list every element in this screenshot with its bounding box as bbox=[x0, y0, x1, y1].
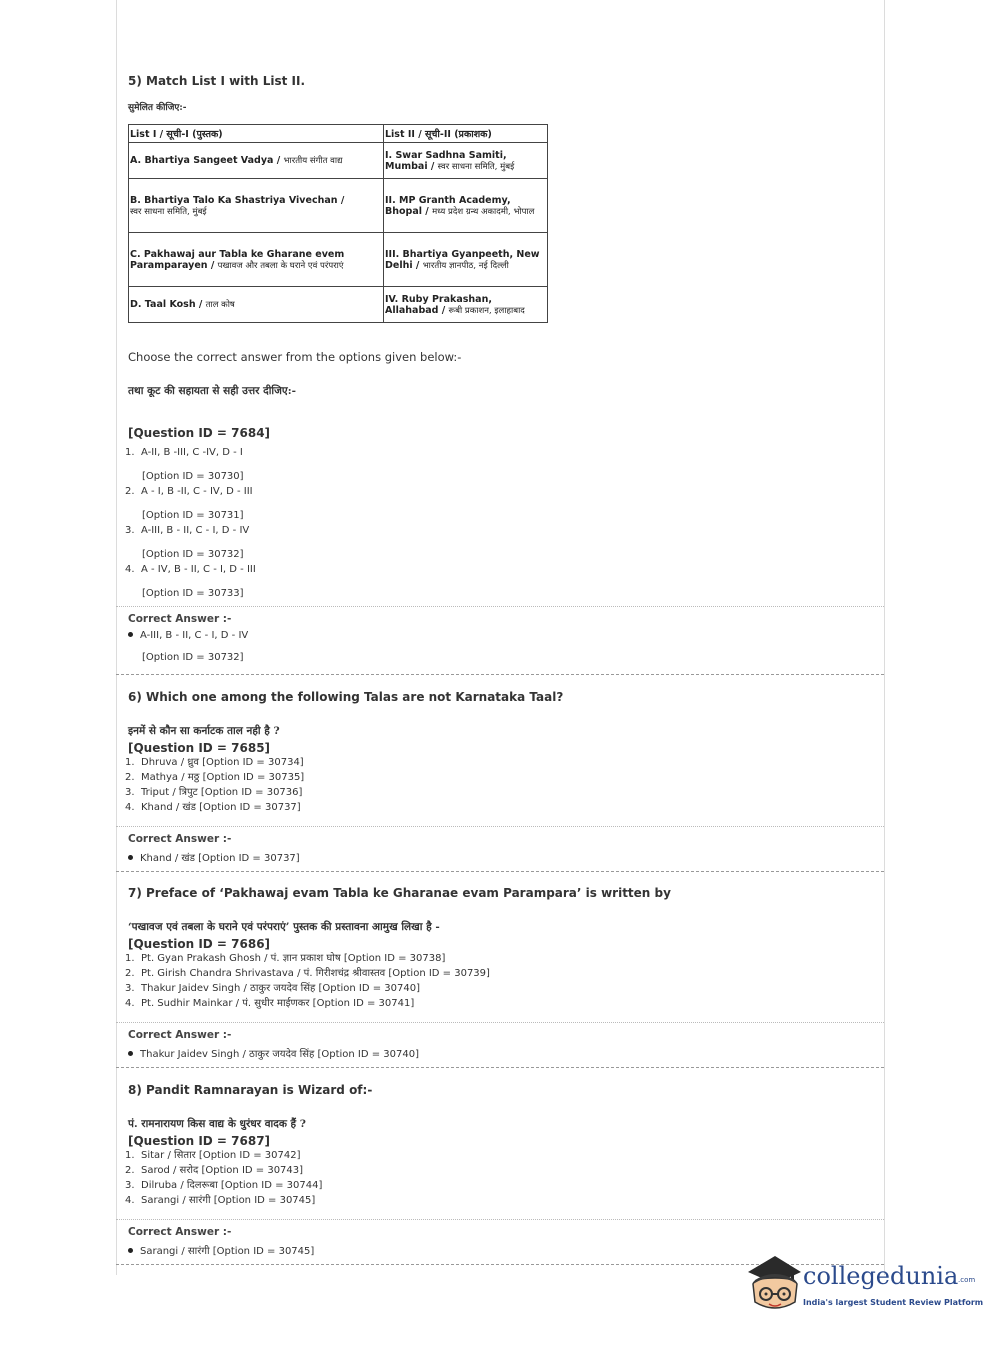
correct-answer: Thakur Jaidev Singh / ठाकुर जयदेव सिंह [Option ID = 30740] bbox=[128, 1046, 868, 1060]
table-row bbox=[129, 143, 548, 179]
option-item: 2. Pt. Girish Chandra Shrivastava / पं. गिरीशचंद्र श्रीवास्तव [Option ID = 30739] bbox=[125, 968, 490, 979]
option-item: 1. Pt. Gyan Prakash Ghosh / पं. ज्ञान प्रकाश घोष [Option ID = 30738] bbox=[125, 953, 446, 964]
table-cell-left: C. Pakhawaj aur Tabla ke Gharane evem Paramparayen / पखावज और तबला के घराने एवं परंपराएं bbox=[129, 233, 384, 287]
option-id: [Option ID = 30731] bbox=[142, 510, 244, 521]
bullet-icon bbox=[128, 1248, 133, 1253]
option-item: 3. A-III, B - II, C - I, D - IV bbox=[125, 525, 250, 536]
correct-answer-label: Correct Answer :- bbox=[128, 1226, 232, 1238]
brand-tagline: India's largest Student Review Platform bbox=[803, 1298, 984, 1307]
bullet-icon bbox=[128, 1051, 133, 1056]
table-row bbox=[129, 233, 548, 287]
table-cell-right: II. MP Granth Academy, Bhopal / मध्य प्रदेश ग्रन्थ अकादमी, भोपाल bbox=[384, 179, 548, 233]
option-item: 1. Sitar / सितार [Option ID = 30742] bbox=[125, 1150, 301, 1161]
divider bbox=[116, 1219, 884, 1220]
correct-answer-label: Correct Answer :- bbox=[128, 1029, 232, 1041]
table-row bbox=[129, 179, 548, 233]
divider bbox=[116, 606, 884, 607]
choose-instruction-hindi: तथा कूट की सहायता से सही उत्तर दीजिए:- bbox=[128, 385, 296, 397]
divider bbox=[116, 1022, 884, 1023]
question-id: [Question ID = 7685] bbox=[128, 741, 271, 755]
correct-answer-label: Correct Answer :- bbox=[128, 613, 232, 625]
question-id: [Question ID = 7684] bbox=[128, 426, 271, 440]
question-title: 7) Preface of ‘Pakhawaj evam Tabla ke Gharanae evam Parampara’ is written by bbox=[128, 886, 671, 900]
question-6 bbox=[125, 690, 868, 815]
option-item: 1. Dhruva / ध्रुव [Option ID = 30734] bbox=[125, 757, 304, 768]
correct-answer-label: Correct Answer :- bbox=[128, 833, 232, 845]
option-item: 4. Pt. Sudhir Mainkar / पं. सुधीर माईणकर [Option ID = 30741] bbox=[125, 998, 415, 1009]
question-title: 8) Pandit Ramnarayan is Wizard of:- bbox=[128, 1083, 373, 1097]
left-margin-line bbox=[116, 0, 117, 1275]
question-8 bbox=[125, 1083, 868, 1208]
table-cell-left: A. Bhartiya Sangeet Vadya / भारतीय संगीत वाद्य bbox=[129, 143, 384, 179]
choose-instruction: Choose the correct answer from the options given below:- bbox=[128, 350, 462, 364]
option-id: [Option ID = 30733] bbox=[142, 588, 244, 599]
correct-answer: A-III, B - II, C - I, D - IV bbox=[128, 630, 868, 641]
question-hindi: इनमें से कौन सा कर्नाटक ताल नही है ? bbox=[128, 725, 280, 737]
bullet-icon bbox=[128, 855, 133, 860]
table-cell-left: B. Bhartiya Talo Ka Shastriya Vivechan / स्वर साधना समिति, मुंबई bbox=[129, 179, 384, 233]
option-item: 4. A - IV, B - II, C - I, D - III bbox=[125, 564, 256, 575]
option-item: 2. Sarod / सरोद [Option ID = 30743] bbox=[125, 1165, 304, 1176]
table-cell-right: III. Bhartiya Gyanpeeth, New Delhi / भारतीय ज्ञानपीठ, नई दिल्ली bbox=[384, 233, 548, 287]
brand-domain: .com bbox=[958, 1276, 976, 1284]
section-divider bbox=[116, 871, 884, 872]
brand-name: collegedunia bbox=[803, 1262, 959, 1290]
option-item: 4. Khand / खंड [Option ID = 30737] bbox=[125, 802, 301, 813]
correct-answer: Khand / खंड [Option ID = 30737] bbox=[128, 850, 868, 864]
question-hindi: पं. रामनारायण किस वाद्य के धुरंधर वादक हैं ? bbox=[128, 1118, 306, 1130]
table-header-right: List II / सूची-II (प्रकाशक) bbox=[384, 125, 548, 143]
question-5-choices bbox=[128, 350, 868, 440]
correct-answer-5 bbox=[128, 613, 868, 663]
option-id: [Option ID = 30730] bbox=[142, 471, 244, 482]
table-cell-right: IV. Ruby Prakashan, Allahabad / रूबी प्रकाशन, इलाहाबाद bbox=[384, 287, 548, 323]
option-item: 3. Thakur Jaidev Singh / ठाकुर जयदेव सिंह [Option ID = 30740] bbox=[125, 983, 421, 994]
option-item: 3. Triput / त्रिपुट [Option ID = 30736] bbox=[125, 787, 303, 798]
bullet-icon bbox=[128, 632, 133, 637]
table-cell-right: I. Swar Sadhna Samiti, Mumbai / स्वर साधना समिति, मुंबई bbox=[384, 143, 548, 179]
correct-answer-7 bbox=[128, 1029, 868, 1060]
question-id: [Question ID = 7687] bbox=[128, 1134, 271, 1148]
question-5-options bbox=[125, 445, 868, 601]
section-divider bbox=[116, 1067, 884, 1068]
right-margin-line bbox=[884, 0, 885, 1275]
section-divider bbox=[116, 674, 884, 675]
table-header-left: List I / सूची-I (पुस्तक) bbox=[129, 125, 384, 143]
table-row bbox=[129, 287, 548, 323]
option-item: 1. A-II, B -III, C -IV, D - I bbox=[125, 447, 243, 458]
correct-answer-6 bbox=[128, 833, 868, 864]
hindi-instruction: सुमेलित कीजिए:- bbox=[128, 103, 187, 113]
option-item: 2. Mathya / मठ्ठ [Option ID = 30735] bbox=[125, 772, 305, 783]
question-title: 6) Which one among the following Talas are not Karnataka Taal? bbox=[128, 690, 564, 704]
question-7 bbox=[125, 886, 868, 1011]
correct-option-id: [Option ID = 30732] bbox=[142, 652, 244, 663]
option-item: 3. Dilruba / दिलरूबा [Option ID = 30744] bbox=[125, 1180, 323, 1191]
correct-answer: Sarangi / सारंगी [Option ID = 30745] bbox=[128, 1243, 868, 1257]
option-item: 2. A - I, B -II, C - IV, D - III bbox=[125, 486, 253, 497]
question-id: [Question ID = 7686] bbox=[128, 937, 271, 951]
option-item: 4. Sarangi / सारंगी [Option ID = 30745] bbox=[125, 1195, 316, 1206]
question-hindi: ‘पखावज एवं तबला के घराने एवं परंपराएं’ पुस्तक की प्रस्तावना आमुख लिखा है - bbox=[128, 921, 440, 933]
question-title: 5) Match List I with List II. bbox=[128, 74, 306, 88]
question-5 bbox=[128, 74, 868, 113]
table-cell-left: D. Taal Kosh / ताल कोष bbox=[129, 287, 384, 323]
match-table bbox=[128, 124, 548, 323]
option-id: [Option ID = 30732] bbox=[142, 549, 244, 560]
divider bbox=[116, 826, 884, 827]
